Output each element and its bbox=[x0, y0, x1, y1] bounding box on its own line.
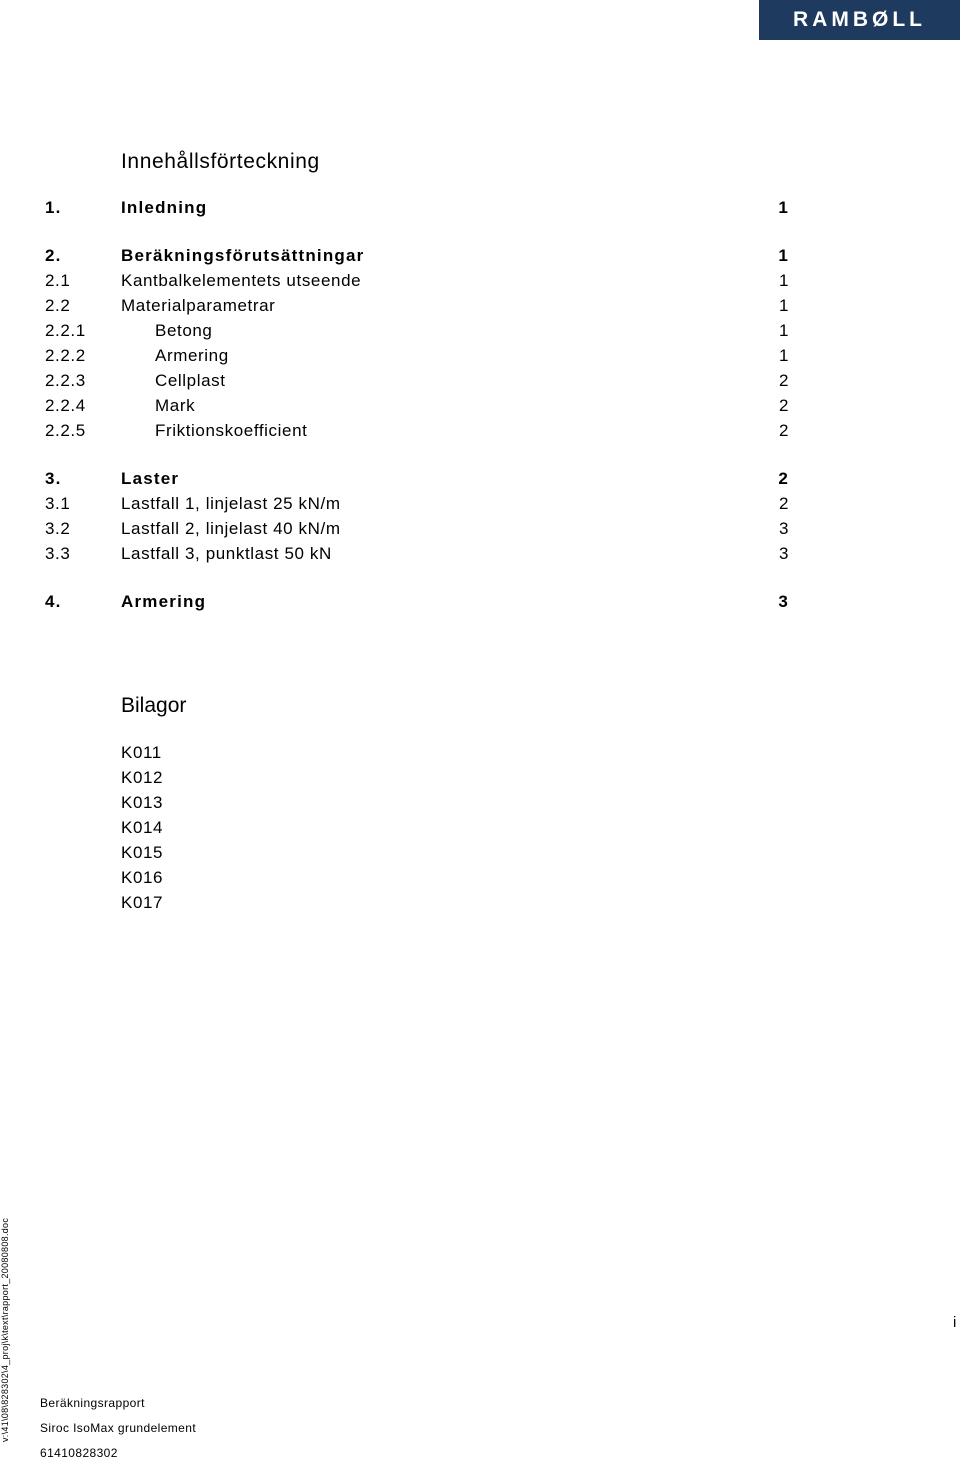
toc-entry[interactable] bbox=[45, 271, 789, 295]
toc-entry[interactable] bbox=[45, 321, 789, 345]
appendix-item: K013 bbox=[121, 793, 164, 812]
toc-entry-page: 3 bbox=[778, 519, 789, 538]
toc-entry-number: 2.2.4 bbox=[45, 396, 86, 415]
document-file-path: v:\41\08\828302\4_proj\k\text\rapport_20080808.doc bbox=[0, 1217, 10, 1442]
toc-entry-page: 1 bbox=[778, 246, 789, 265]
appendix-item: K012 bbox=[121, 768, 164, 787]
toc-entry-page: 2 bbox=[778, 494, 789, 513]
toc-entry-page: 2 bbox=[778, 469, 789, 488]
logo-text: RAMBØLL bbox=[793, 8, 926, 31]
toc-entry-number: 1. bbox=[45, 198, 62, 217]
toc-entry[interactable] bbox=[45, 198, 789, 222]
toc-entry-number: 2.2.2 bbox=[45, 346, 86, 365]
toc-entry-number: 2.2.5 bbox=[45, 421, 86, 440]
appendix-item: K015 bbox=[121, 843, 164, 862]
toc-entry[interactable] bbox=[45, 246, 789, 270]
toc-entry-label: Betong bbox=[155, 321, 213, 340]
toc-entry-number: 2.2.3 bbox=[45, 371, 86, 390]
toc-entry-label: Armering bbox=[121, 592, 207, 611]
appendix-item: K011 bbox=[121, 743, 162, 762]
toc-entry-page: 1 bbox=[778, 296, 789, 315]
page-number: i bbox=[953, 1314, 957, 1331]
toc-entry-number: 2. bbox=[45, 246, 62, 265]
toc-entry-label: Lastfall 1, linjelast 25 kN/m bbox=[121, 494, 341, 513]
toc-entry-page: 1 bbox=[778, 271, 789, 290]
toc-entry-label: Friktionskoefficient bbox=[155, 421, 308, 440]
toc-entry-number: 2.1 bbox=[45, 271, 71, 290]
toc-entry[interactable] bbox=[45, 296, 789, 320]
toc-entry-number: 3.2 bbox=[45, 519, 71, 538]
toc-entry-number: 2.2.1 bbox=[45, 321, 86, 340]
toc-entry-page: 1 bbox=[778, 321, 789, 340]
toc-title: Innehållsförteckning bbox=[121, 150, 320, 173]
toc-entry[interactable] bbox=[45, 544, 789, 568]
footer-project-name: Siroc IsoMax grundelement bbox=[40, 1421, 197, 1435]
appendix-item: K017 bbox=[121, 893, 164, 912]
toc-entry[interactable] bbox=[45, 494, 789, 518]
toc-entry[interactable] bbox=[45, 592, 789, 616]
toc-entry-page: 1 bbox=[778, 346, 789, 365]
toc-entry[interactable] bbox=[45, 396, 789, 420]
company-logo bbox=[759, 0, 960, 40]
toc-entry-page: 2 bbox=[778, 371, 789, 390]
appendix-item: K014 bbox=[121, 818, 164, 837]
toc-entry-label: Inledning bbox=[121, 198, 208, 217]
toc-entry-page: 1 bbox=[778, 198, 789, 217]
footer-project-number: 61410828302 bbox=[40, 1446, 118, 1460]
appendix-item: K016 bbox=[121, 868, 164, 887]
toc-entry-number: 3. bbox=[45, 469, 62, 488]
footer-report-type: Beräkningsrapport bbox=[40, 1396, 145, 1410]
toc-entry-label: Beräkningsförutsättningar bbox=[121, 246, 365, 265]
toc-entry-label: Lastfall 3, punktlast 50 kN bbox=[121, 544, 332, 563]
toc-entry[interactable] bbox=[45, 421, 789, 445]
toc-entry[interactable] bbox=[45, 519, 789, 543]
toc-entry-number: 3.1 bbox=[45, 494, 71, 513]
appendices-title: Bilagor bbox=[121, 694, 187, 717]
toc-entry-page: 2 bbox=[778, 396, 789, 415]
toc-entry-number: 3.3 bbox=[45, 544, 71, 563]
toc-entry[interactable] bbox=[45, 469, 789, 493]
toc-entry-page: 3 bbox=[778, 544, 789, 563]
toc-entry-label: Kantbalkelementets utseende bbox=[121, 271, 362, 290]
toc-entry-page: 2 bbox=[778, 421, 789, 440]
toc-entry-number: 4. bbox=[45, 592, 62, 611]
toc-entry[interactable] bbox=[45, 346, 789, 370]
toc-entry-number: 2.2 bbox=[45, 296, 71, 315]
toc-entry-label: Mark bbox=[155, 396, 196, 415]
toc-entry-label: Cellplast bbox=[155, 371, 226, 390]
toc-entry[interactable] bbox=[45, 371, 789, 395]
toc-entry-page: 3 bbox=[778, 592, 789, 611]
toc-entry-label: Materialparametrar bbox=[121, 296, 276, 315]
toc-entry-label: Armering bbox=[155, 346, 229, 365]
toc-entry-label: Laster bbox=[121, 469, 180, 488]
toc-entry-label: Lastfall 2, linjelast 40 kN/m bbox=[121, 519, 341, 538]
